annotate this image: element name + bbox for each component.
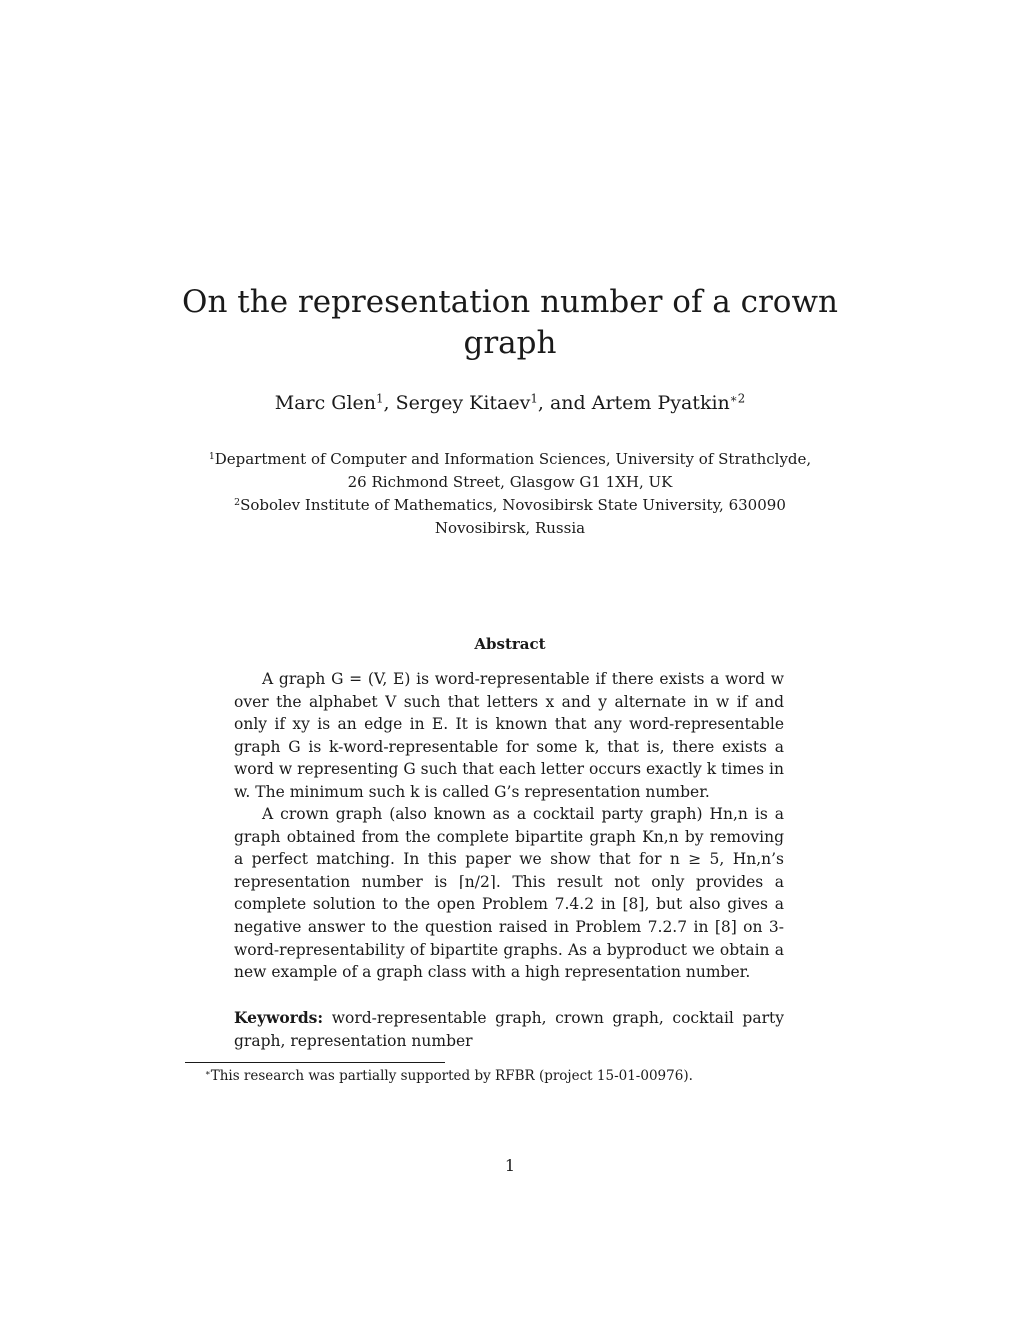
affiliation-2-address: Novosibirsk, Russia xyxy=(434,519,586,537)
affiliation-marker: 1 xyxy=(530,391,538,406)
footnote-marker: ∗ xyxy=(205,1067,211,1078)
affiliation-marker: 1 xyxy=(208,450,215,462)
keywords xyxy=(234,1007,784,1052)
keywords-label: Keywords: xyxy=(234,1008,324,1027)
title-line-2: graph xyxy=(463,325,557,361)
affiliation-1-address: 26 Richmond Street, Glasgow G1 1XH, UK xyxy=(347,473,673,491)
footnote-rule xyxy=(185,1062,445,1063)
affiliation-1 xyxy=(0,450,1020,468)
paragraph-text: A crown graph (also known as a cocktail party graph) Hn,n is a graph obtained from the complete bipartite graph Kn,n by removing a perfect matching. In this paper we show that for n ≥ 5, Hn,n’s representation number is ⌈n/2⌉. This result not only provides a complete solution to the open Problem 7.4.2 in [8], but also gives a negative answer to the question raised in Problem 7.2.7 in [8] on 3-word-representability of bipartite graphs. As a byproduct we obtain a new example of a graph class with a high representation number. xyxy=(234,805,784,982)
title-line-1: On the representation number of a crown xyxy=(182,284,838,320)
keywords-text: word-representable graph, crown graph, cocktail party graph, representation number xyxy=(234,1009,784,1050)
affiliation-marker: ∗2 xyxy=(729,391,746,406)
affiliation-marker: 1 xyxy=(376,391,384,406)
author-name: Sergey Kitaev xyxy=(395,392,531,414)
affiliation-marker: 2 xyxy=(234,496,241,508)
author-name: Artem Pyatkin xyxy=(591,392,730,414)
page-number: 1 xyxy=(504,1156,516,1175)
author-separator: , and xyxy=(537,392,592,414)
author-list xyxy=(0,392,1020,414)
abstract-paragraph-2 xyxy=(234,803,784,984)
abstract-paragraph-1 xyxy=(234,668,784,804)
affiliation-text: Sobolev Institute of Mathematics, Novosibirsk State University, 630090 xyxy=(240,496,786,514)
paragraph-text: A graph G = (V, E) is word-representable if there exists a word w over the alphabet V such that letters x and y alternate in w if and only if xy is an edge in E. It is known that any word-representable graph G is k-word-representable for some k, that is, there exists a word w representing G such that each letter occurs exactly k times in w. The minimum such k is called G’s representation number. xyxy=(234,670,784,801)
footnote xyxy=(205,1068,693,1084)
abstract-heading: Abstract xyxy=(474,635,546,653)
author-name: Marc Glen xyxy=(274,392,377,414)
paper-title xyxy=(0,282,1020,364)
affiliation-2 xyxy=(0,496,1020,514)
affiliation-text: Department of Computer and Information Sciences, University of Strathclyde, xyxy=(214,450,812,468)
footnote-text: This research was partially supported by RFBR (project 15-01-00976). xyxy=(210,1068,693,1084)
author-separator: , xyxy=(383,392,396,414)
